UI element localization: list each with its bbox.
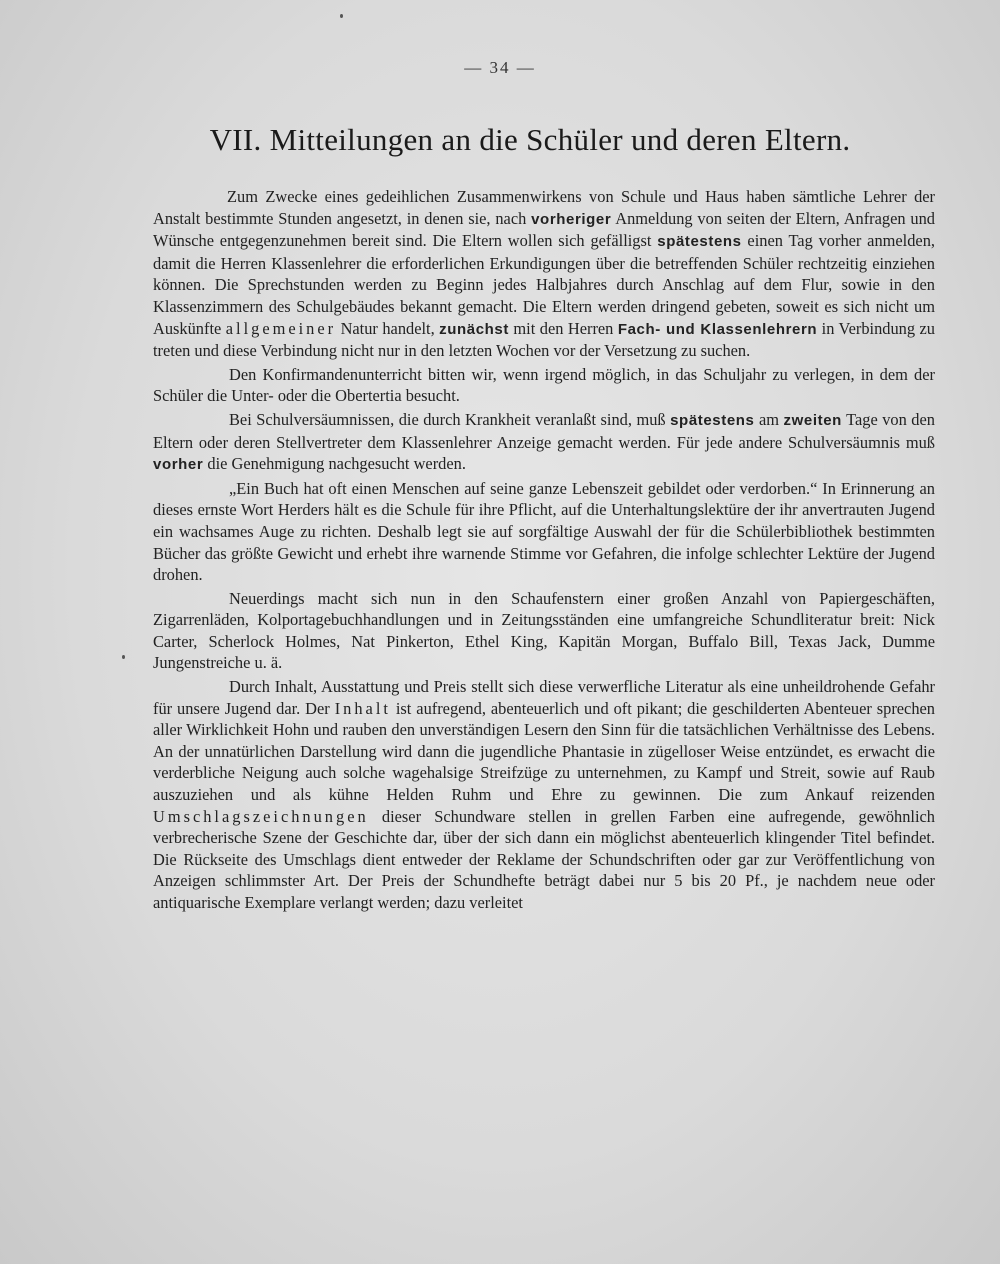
scan-speck: [122, 655, 125, 659]
emphasis: zunächst: [439, 320, 509, 338]
text-run: einen Tag vorher anmelden, damit die Herren Klassenlehrer die erforderlichen Erkundigungen über die betreffenden Schüler rechtzeitig einziehen können. Die Sprechstunden werden zu Beginn jedes Halbjahres durch Anschlag auf dem Flur, sowie in den Klassenzimmern des Schulgebäudes bekannt gemacht. Die Eltern werden dringend gebeten, soweit es sich nicht um Auskünfte: [153, 231, 935, 338]
text-run: Zum Zwecke eines gedeihlichen Zusammenwirkens von Schule und Haus haben sämtliche Lehrer der Anstalt bestimmte Stunden angesetzt, in denen sie, nach: [153, 187, 935, 228]
spaced-emphasis: allgemeiner: [225, 318, 337, 338]
text-run: die Genehmigung nachgesucht werden.: [203, 454, 466, 474]
spaced-emphasis: Inhalt: [334, 698, 391, 718]
emphasis: Fach- und Klassenlehrern: [617, 320, 818, 338]
body-text: [153, 186, 935, 916]
section-heading: VII. Mitteilungen an die Schüler und deren Eltern.: [209, 122, 851, 157]
text-run: Durch Inhalt, Ausstattung und Preis stellt sich diese verwerfliche Literatur als eine unheildrohende Gefahr für unsere Jugend dar. Der: [153, 677, 935, 718]
text-run: in Verbindung zu treten und diese Verbindung nicht nur in den letzten Wochen vor der Versetzung zu suchen.: [153, 318, 935, 361]
spaced-emphasis: Umschlagszeichnungen: [153, 806, 369, 826]
text-run: Bei Schulversäumnissen, die durch Krankheit veranlaßt sind, muß: [229, 409, 671, 429]
paragraph-trash-literature: Neuerdings macht sich nun in den Schaufenstern einer großen Anzahl von Papiergeschäften, Zigarrenläden, Kolportagebuchhandlungen und in Zeitungsständen eine umfangreiche Schundliteratur breit: Nick Carter, Scherlock Holmes, Nat Pinkerton, Ethel King, Kapitän Morgan, Buffalo Bill, Texas Jack, Dumme Jungenstreiche u. ä.: [153, 588, 935, 673]
text-run: Tage von den Eltern oder deren Stellvertreter dem Klassenlehrer Anzeige gemacht werden. Für jede andere Schulversäumnis muß: [153, 409, 935, 452]
text-run: am: [754, 409, 784, 429]
paragraph-herder-quote: „Ein Buch hat oft einen Menschen auf seine ganze Lebenszeit gebildet oder verdorben.“ In Erinnerung an dieses ernste Wort Herders hält es die Schule für ihre Pflicht, auf die Unterhaltungslektüre der ihr anvertrauten Jugend ein wachsames Auge zu richten. Deshalb legt sie auf sorgfältige Auswahl der für die Schülerbibliothek bestimmten Bücher das größte Gewicht und erhebt ihre warnende Stimme vor Gefahren, die infolge schlechter Lektüre der Jugend drohen.: [153, 478, 935, 585]
page-number: — 34 —: [464, 58, 536, 77]
emphasis: vorher: [153, 456, 204, 474]
scan-speck: [340, 14, 343, 18]
paragraph-confirmation: Den Konfirmandenunterricht bitten wir, wenn irgend möglich, in das Schuljahr zu verlegen, in dem der Schüler die Unter- oder die Obertertia besucht.: [153, 364, 935, 406]
text-run: Natur handelt,: [336, 318, 440, 338]
text-run: mit den Herren: [508, 318, 618, 338]
text-run: dieser Schundware stellen in grellen Farben eine aufregende, gewöhnlich verbrecherische Szene der Geschichte dar, über der sich dann ein möglichst abenteuerlich klingender Titel befindet. Die Rückseite des Umschlags dient entweder der Reklame der Schundschriften oder gar zur Veröffentlichung von Anzeigen schlimmster Art. Der Preis der Schundhefte beträgt dabei nur 5 bis 20 Pf., je nachdem neue oder antiquarische Exemplare verlangt werden; dazu verleitet: [153, 806, 935, 912]
emphasis: zweiten: [783, 411, 842, 429]
emphasis: spätestens: [657, 233, 742, 251]
paragraph-content-dangers: [153, 676, 935, 914]
text-run: ist aufregend, abenteuerlich und oft pikant; die geschilderten Abenteuer sprechen aller Wirklichkeit Hohn und rauben den unverständigen Lesern den Sinn für die tatsächlichen Verhältnisse des Lebens. An der unnatürlichen Darstellung wird dann die jugendliche Phantasie in zügelloser Weise entzündet, es erwacht die verderbliche Neigung auch solche wagehalsige Streifzüge zu unternehmen, zu Kampf und Streit, sowie auf Raub auszuziehen und als kühne Helden Ruhm und Ehre zu gewinnen. Die zum Ankauf reizenden: [153, 698, 935, 805]
paragraph-office-hours: [153, 186, 935, 362]
paragraph-absences: [153, 409, 935, 476]
emphasis: vorheriger: [531, 210, 612, 228]
text-run: Anmeldung von seiten der Eltern, Anfragen und Wünsche entgegenzunehmen bereit sind. Die Eltern wollen sich gefälligst: [153, 208, 935, 251]
emphasis: spätestens: [670, 411, 755, 429]
